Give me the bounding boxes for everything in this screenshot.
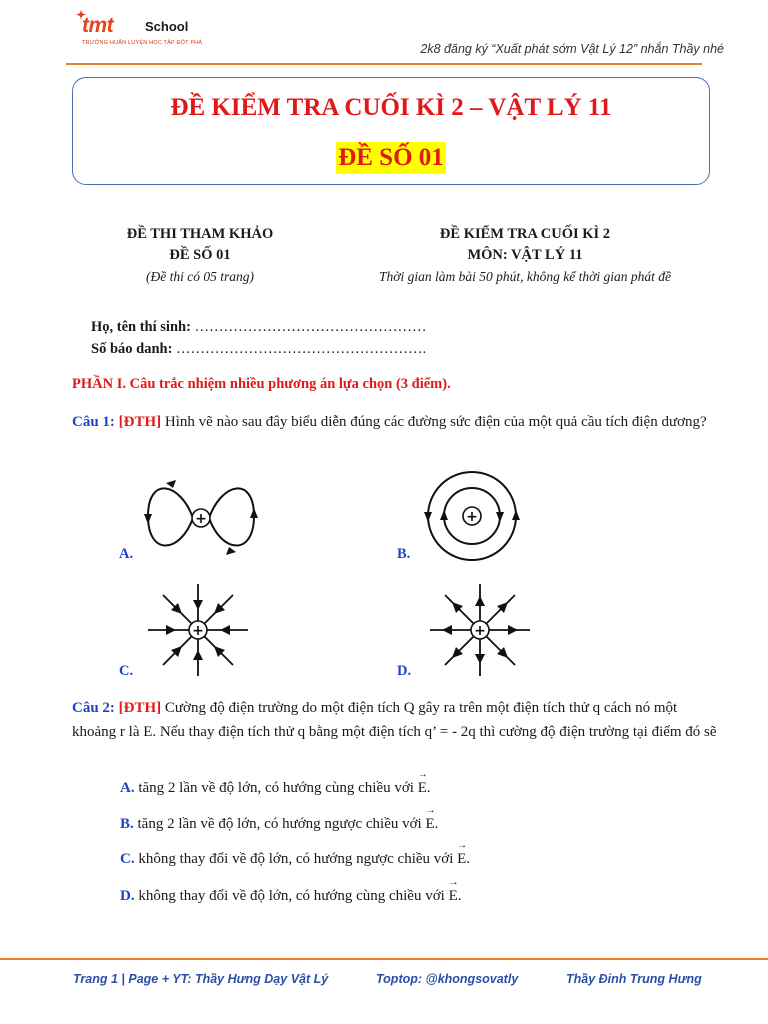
question-1-number: Câu 1:: [72, 414, 115, 430]
answer-b-vector: → E: [425, 816, 434, 833]
page-count-note: (Đề thi có 05 trang): [146, 269, 254, 284]
answer-d-vector: → E: [449, 888, 458, 905]
question-1: [72, 410, 722, 434]
answer-a[interactable]: [120, 780, 431, 797]
answer-c-key: C.: [120, 851, 135, 867]
answer-c-vector: → E: [457, 851, 466, 868]
answer-b[interactable]: [120, 816, 438, 833]
exam-number: ĐỀ SỐ 01: [336, 142, 446, 174]
question-2: [72, 696, 722, 744]
footer-page-info: Trang 1 | Page + YT: Thầy Hưng Dạy Vật Lý: [73, 972, 329, 986]
logo-brand: ✦ tmt: [76, 8, 114, 37]
student-info: [91, 316, 427, 360]
option-c-label[interactable]: C.: [119, 663, 134, 679]
tmt-school-logo: [76, 8, 212, 50]
answer-a-text: tăng 2 lần về độ lớn, có hướng cùng chiều với: [138, 780, 418, 796]
footer-tiktok: Toptop: @khongsovatly: [376, 972, 519, 986]
answer-b-text: tăng 2 lần về độ lớn, có hướng ngược chiều với: [137, 816, 426, 832]
question-1-text: Hình vẽ nào sau đây biểu diễn đúng các đường sức điện của một quả cầu tích điện dương?: [161, 414, 707, 430]
answer-b-key: B.: [120, 816, 134, 832]
header-divider: [66, 63, 702, 65]
answer-d-text: không thay đổi về độ lớn, có hướng cùng chiều với: [138, 888, 449, 904]
question-2-tag: [ĐTH]: [118, 700, 162, 716]
answer-b-end: .: [434, 816, 439, 832]
exam-subject: MÔN: VẬT LÝ 11: [467, 247, 583, 263]
footer-divider: [0, 958, 768, 960]
exam-duration: Thời gian làm bài 50 phút, không kể thời gian phát đề: [379, 269, 671, 284]
answer-a-key: A.: [120, 780, 135, 796]
option-b-label[interactable]: B.: [397, 546, 411, 562]
header-note: 2k8 đăng ký “Xuất phát sớm Vật Lý 12” nhắn Thầy nhé: [420, 42, 724, 56]
student-id-line: [91, 338, 427, 360]
figure-d-charge: +: [474, 623, 486, 639]
option-d-label[interactable]: D.: [397, 663, 412, 679]
option-a-label[interactable]: A.: [119, 546, 134, 562]
question-2-number: Câu 2:: [72, 700, 115, 716]
student-name-dots: …………………………………………: [194, 319, 427, 335]
answer-d[interactable]: [120, 888, 461, 905]
figure-c-field-lines: [146, 582, 250, 678]
answer-a-vector: → E: [418, 780, 427, 797]
figure-d-field-lines: [428, 582, 532, 678]
logo-tagline: TRƯỜNG HUẤN LUYỆN HỌC TẬP ĐỘT PHÁ: [82, 40, 203, 46]
figure-b-charge: +: [466, 509, 478, 525]
section-heading: PHẦN I. Câu trắc nhiệm nhiều phương án lựa chọn (3 điểm).: [72, 376, 451, 392]
footer-author: Thầy Đinh Trung Hưng: [566, 972, 702, 986]
exam-code: ĐỀ SỐ 01: [169, 247, 231, 263]
exam-title: ĐỀ KIỂM TRA CUỐI KÌ 2 – VẬT LÝ 11: [170, 94, 612, 121]
answer-c[interactable]: [120, 851, 470, 868]
question-1-tag: [ĐTH]: [118, 414, 162, 430]
exam-number-wrap: [73, 142, 709, 174]
title-box: [72, 77, 710, 185]
student-id-label: Số báo danh:: [91, 341, 173, 357]
exam-info-left: [90, 224, 310, 287]
answer-d-key: D.: [120, 888, 135, 904]
figure-c-charge: +: [192, 623, 204, 639]
figure-a-charge: +: [195, 511, 207, 527]
figure-a-field-lines: [140, 478, 262, 558]
student-name-label: Họ, tên thí sinh:: [91, 319, 191, 335]
question-2-text: Cường độ điện trường do một điện tích Q gây ra trên một điện tích thử q cách nó một khoảng r là E. Nếu thay điện tích thử q bằng một điện tích q’ = - 2q thì cường độ điện trường tại điểm đó sẽ: [72, 700, 717, 740]
figure-b-field-lines: [416, 470, 528, 564]
answer-c-end: .: [466, 851, 471, 867]
exam-info-right: [330, 224, 720, 287]
exam-type: ĐỀ THI THAM KHẢO: [126, 226, 274, 242]
answer-c-text: không thay đổi về độ lớn, có hướng ngược chiều với: [138, 851, 458, 867]
student-id-dots: …………………………………………….: [176, 341, 427, 357]
answer-a-end: .: [426, 780, 431, 796]
student-name-line: [91, 316, 427, 338]
answer-d-end: .: [457, 888, 462, 904]
exam-name: ĐỀ KIỂM TRA CUỐI KÌ 2: [439, 226, 611, 242]
page-header: [0, 0, 768, 66]
logo-school-text: School: [145, 19, 189, 34]
